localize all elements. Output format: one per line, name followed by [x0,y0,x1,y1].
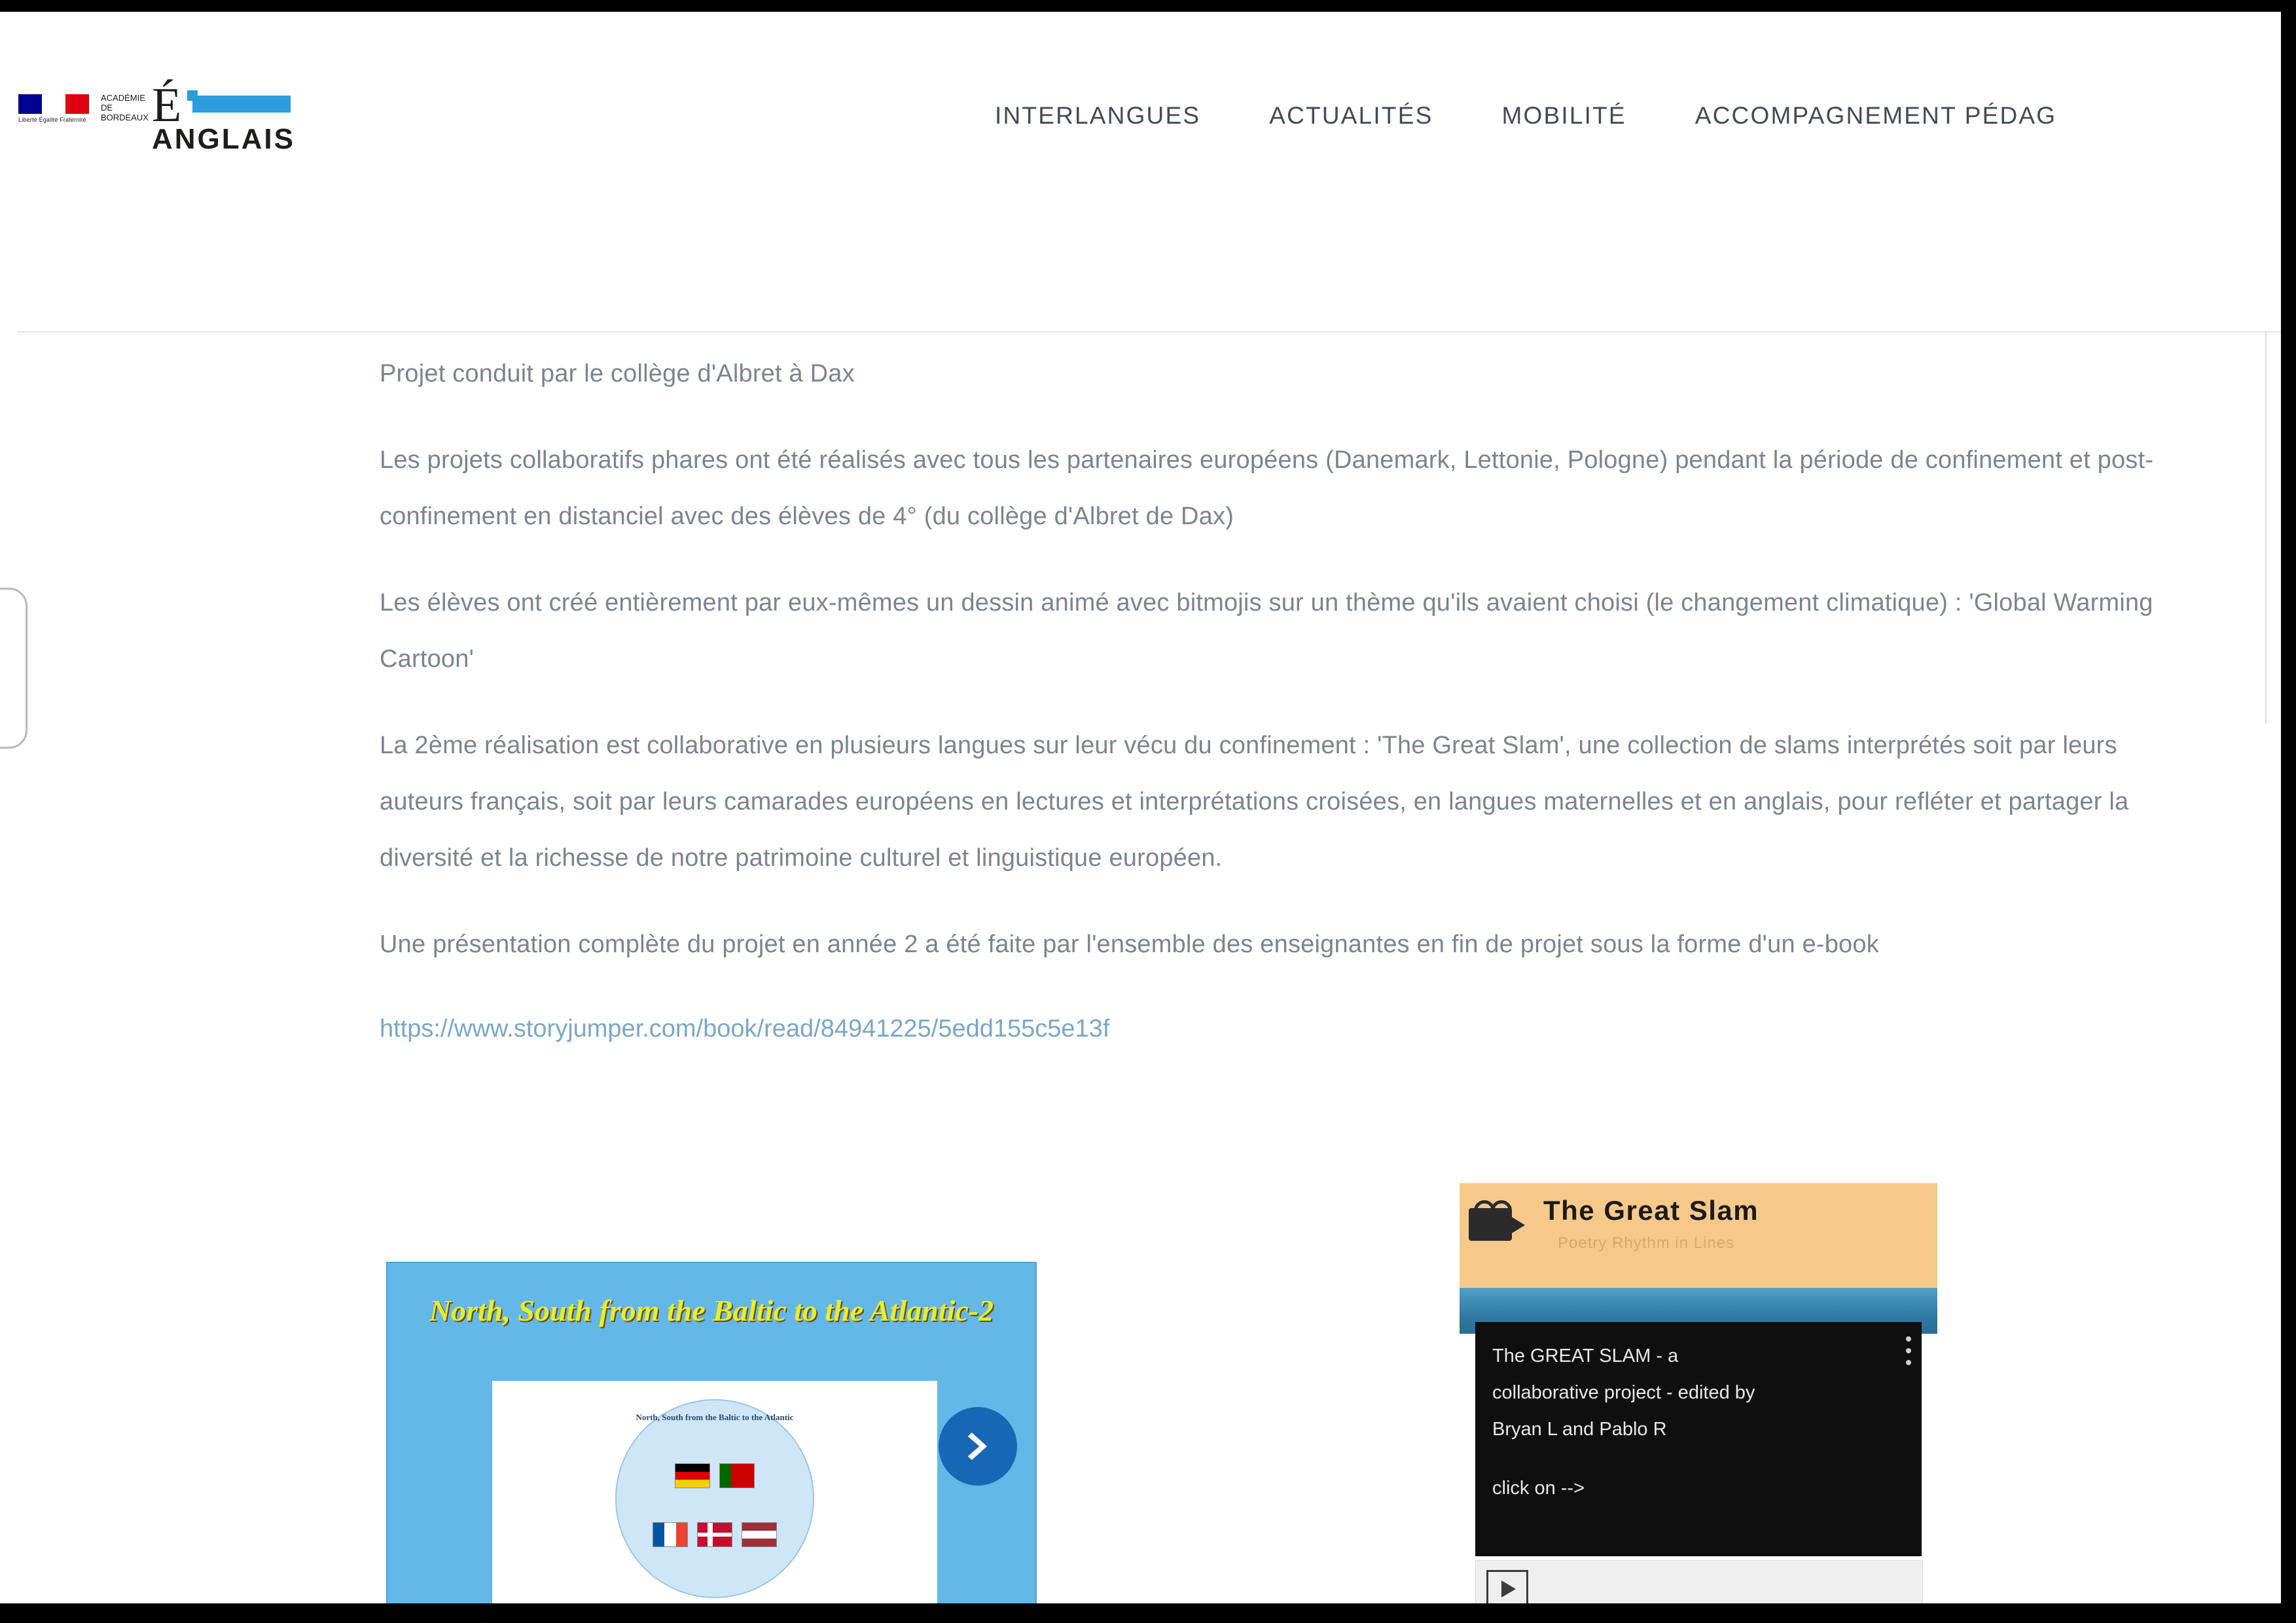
flag-france-icon [653,1522,688,1547]
video-caption-line-1: The GREAT SLAM - a [1492,1346,1679,1366]
brand-name: ANGLAIS [152,123,295,155]
flag-portugal-icon [719,1463,755,1488]
academy-mark [101,79,295,155]
flag-germany-icon [675,1463,710,1488]
paragraph-project-lead: Projet conduit par le collège d'Albret à Dax [380,360,855,387]
nav-item-actualites[interactable]: ACTUALITÉS [1269,102,1433,129]
left-margin-strip [0,331,17,1603]
nav-item-interlangues[interactable]: INTERLANGUES [995,102,1201,129]
article-body [380,346,2186,1080]
media-row [380,1183,2186,1603]
bottom-black-strip [0,1603,2296,1623]
flag-group-top [675,1463,755,1488]
french-flag-icon [18,94,89,114]
right-edge-rule [2265,331,2267,724]
nav-item-mobilite[interactable]: MOBILITÉ [1501,102,1626,129]
video-caption-panel [1475,1322,1922,1556]
paragraph-great-slam: La 2ème réalisation est collaborative en plusieurs langues sur leur vécu du confinement : 'The Great Slam', une collection de slams interprétés soit par leurs auteurs français, soit par leurs camarades européens en lectures et interprétations croisées, en langues maternelles et en anglais, pour refléter et partager la diversité et la richesse de notre patrimoine culturel et linguistique européen. [380,732,2129,872]
flipbook-illustration [615,1399,814,1598]
film-camera-icon [1469,1199,1532,1251]
nav-item-accompagnement-pedagogique[interactable]: ACCOMPAGNEMENT PÉDAG [1695,102,2057,129]
video-embed[interactable] [1460,1183,1937,1603]
main-navigation [995,102,2056,130]
paragraph-ebook: Une présentation complète du projet en année 2 a été faite par l'ensemble des enseignantes en fin de projet sous la forme d'un e-book [380,931,1879,958]
academy-label: ACADÉMIE DE BORDEAUX [101,93,149,122]
video-banner [1460,1183,1937,1288]
republique-motto: Liberté Égalité Fraternité [18,116,86,123]
webpage-canvas [0,12,2281,1603]
flipbook-page [492,1381,937,1603]
flag-denmark-icon [697,1522,732,1547]
header-divider [0,331,2281,332]
video-banner-subtitle: Poetry Rhythm in Lines [1558,1234,1735,1252]
paragraph-cartoon: Les élèves ont créé entièrement par eux-mêmes un dessin animé avec bitmojis sur un thème qu'ils avaient choisi (le changement climatique) : 'Global Warming Cartoon' [380,589,2153,673]
flag-group-bottom [653,1522,777,1547]
storyjumper-link[interactable]: https://www.storyjumper.com/book/read/84941225/5edd155c5e13f [380,1015,1110,1043]
paragraph-collaborative-projects: Les projets collaboratifs phares ont été réalisés avec tous les partenaires européens (Danemark, Lettonie, Pologne) pendant la période de confinement et post-confinement en distanciel avec des élèves de 4° (du collège d'Albret de Dax) [380,446,2154,530]
flipbook-title: North, South from the Baltic to the Atlantic-2 [429,1294,994,1327]
flipbook-illustration-caption: North, South from the Baltic to the Atlantic [636,1412,794,1422]
left-side-widget[interactable] [0,588,27,749]
republique-francaise-logo [18,94,97,143]
video-caption-line-2: collaborative project - edited by [1492,1382,1755,1403]
flipbook-embed[interactable] [386,1262,1037,1603]
video-banner-title: The Great Slam [1543,1195,1759,1226]
play-icon[interactable] [1486,1570,1528,1603]
brand-letter: É [152,79,182,132]
chevron-right-icon [960,1428,996,1465]
video-caption-line-3: Bryan L and Pablo R [1492,1419,1667,1440]
site-header [0,24,2281,220]
more-options-icon[interactable] [1906,1336,1911,1365]
site-logo[interactable] [18,79,346,161]
flag-latvia-icon [742,1522,777,1547]
video-caption-click: click on --> [1492,1478,1585,1499]
brand-bar-icon [192,96,291,113]
video-controls-bar[interactable] [1475,1560,1923,1603]
flipbook-next-button[interactable] [939,1407,1017,1486]
